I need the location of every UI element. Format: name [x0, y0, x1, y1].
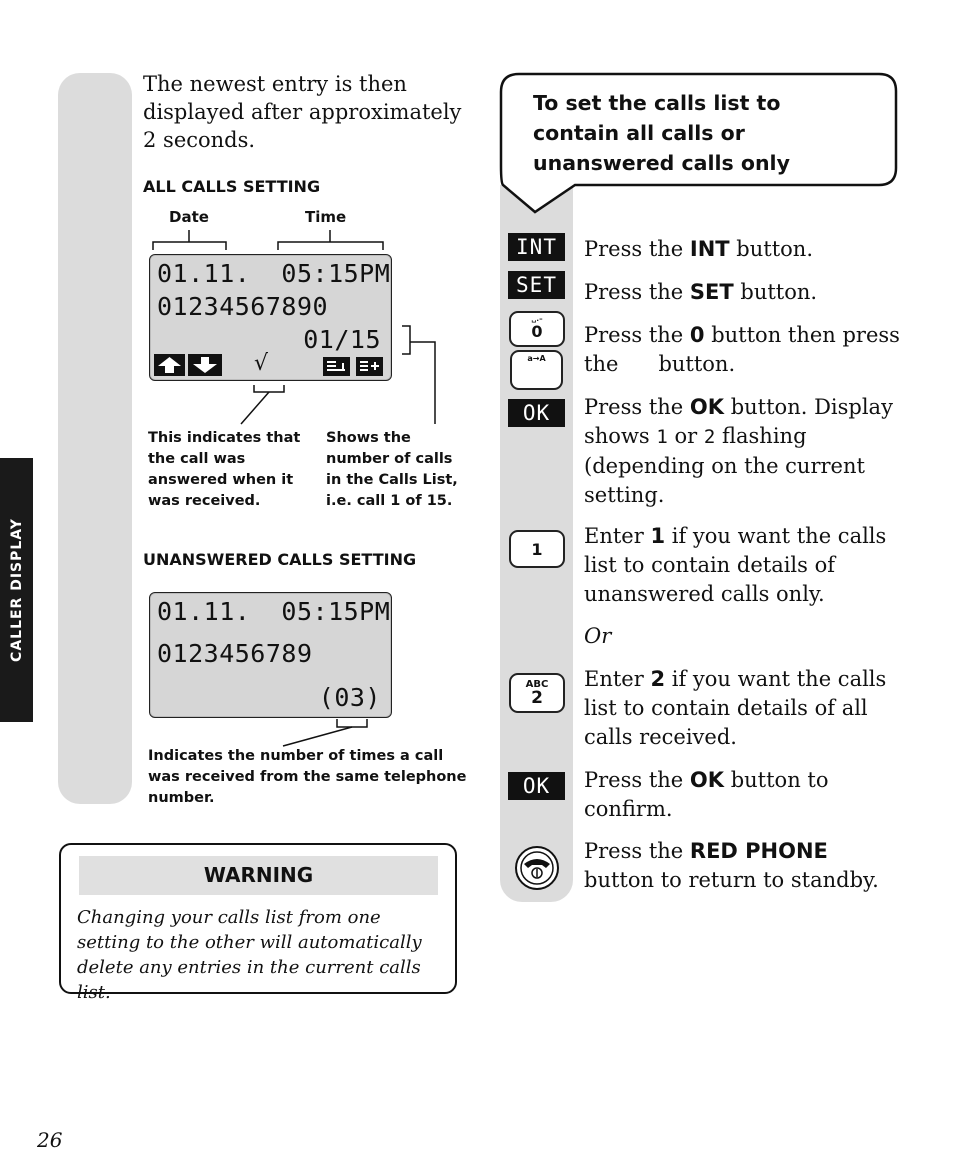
warning-box — [59, 843, 457, 1003]
lcd-number: 01234567890 — [157, 292, 329, 321]
warning-heading: WARNING — [79, 856, 438, 895]
int-key: INT — [508, 233, 565, 261]
page-number: 26 — [37, 1128, 63, 1152]
step-red-phone: Press the RED PHONE button to return to standby. — [584, 839, 879, 892]
step-ok: Press the OK button. Display shows 1 or 2 flashing (depending on the current setting. — [584, 395, 893, 507]
one-key: 1 — [509, 530, 565, 568]
two-key — [509, 673, 565, 713]
lcd-repeat-count: (03) — [318, 683, 381, 712]
section-tab-label: CALLER DISPLAY — [8, 518, 25, 662]
set-key: SET — [508, 271, 565, 299]
ok-key-confirm: OK — [508, 772, 565, 800]
lcd-count: 01/15 — [303, 325, 381, 354]
down-arrow-icon — [188, 354, 222, 376]
bubble-title: To set the calls list to contain all calls or unanswered calls only — [533, 91, 790, 175]
unanswered-heading: UNANSWERED CALLS SETTING — [143, 550, 417, 569]
step-enter-two: Enter 2 if you want the calls list to contain details of all calls received. — [584, 667, 887, 749]
step-confirm: Press the OK button to confirm. — [584, 768, 829, 821]
lcd-unanswered — [149, 592, 392, 718]
red-phone-icon — [514, 845, 560, 891]
list-icon — [323, 357, 350, 376]
or-text: Or — [584, 624, 612, 648]
intro-text: The newest entry is then displayed after approximately 2 seconds. — [143, 72, 462, 152]
lcd-date-time: 01.11. 05:15PM — [157, 259, 391, 288]
caption-repeat: Indicates the number of times a call was received from the same telephone number. — [148, 748, 467, 806]
zero-key-label: 0 — [531, 322, 543, 341]
step-zero: Press the 0 button then press the button. — [584, 323, 907, 376]
warning-text: Changing your calls list from one setting to the other will automatically delete any entries in the current calls list. — [77, 907, 422, 1003]
caption-count: Shows the number of calls in the Calls List, i.e. call 1 of 15. — [326, 430, 458, 509]
list-add-icon — [356, 357, 383, 376]
case-toggle-label: a→A — [527, 354, 546, 363]
lcd-all-calls — [149, 254, 392, 381]
zero-key: ␣.– 0 — [509, 311, 565, 347]
time-label: Time — [305, 208, 347, 226]
step-int: Press the INT button. — [584, 237, 813, 261]
step-set: Press the SET button. — [584, 280, 818, 304]
all-calls-heading: ALL CALLS SETTING — [143, 177, 321, 196]
case-toggle-key — [510, 350, 563, 390]
lcd-date-time: 01.11. 05:15PM — [157, 597, 391, 626]
date-label: Date — [169, 208, 209, 226]
caption-answered: This indicates that the call was answered when it was received. — [148, 430, 301, 509]
step-enter-one: Enter 1 if you want the calls list to contain details of unanswered calls only. — [584, 524, 887, 606]
up-arrow-icon — [154, 354, 185, 376]
lcd-number: 0123456789 — [157, 639, 313, 668]
two-key-letters: ABC — [525, 679, 549, 690]
answered-tick: √ — [254, 351, 269, 376]
ok-key: OK — [508, 399, 565, 427]
two-key-label: 2 — [531, 688, 543, 708]
